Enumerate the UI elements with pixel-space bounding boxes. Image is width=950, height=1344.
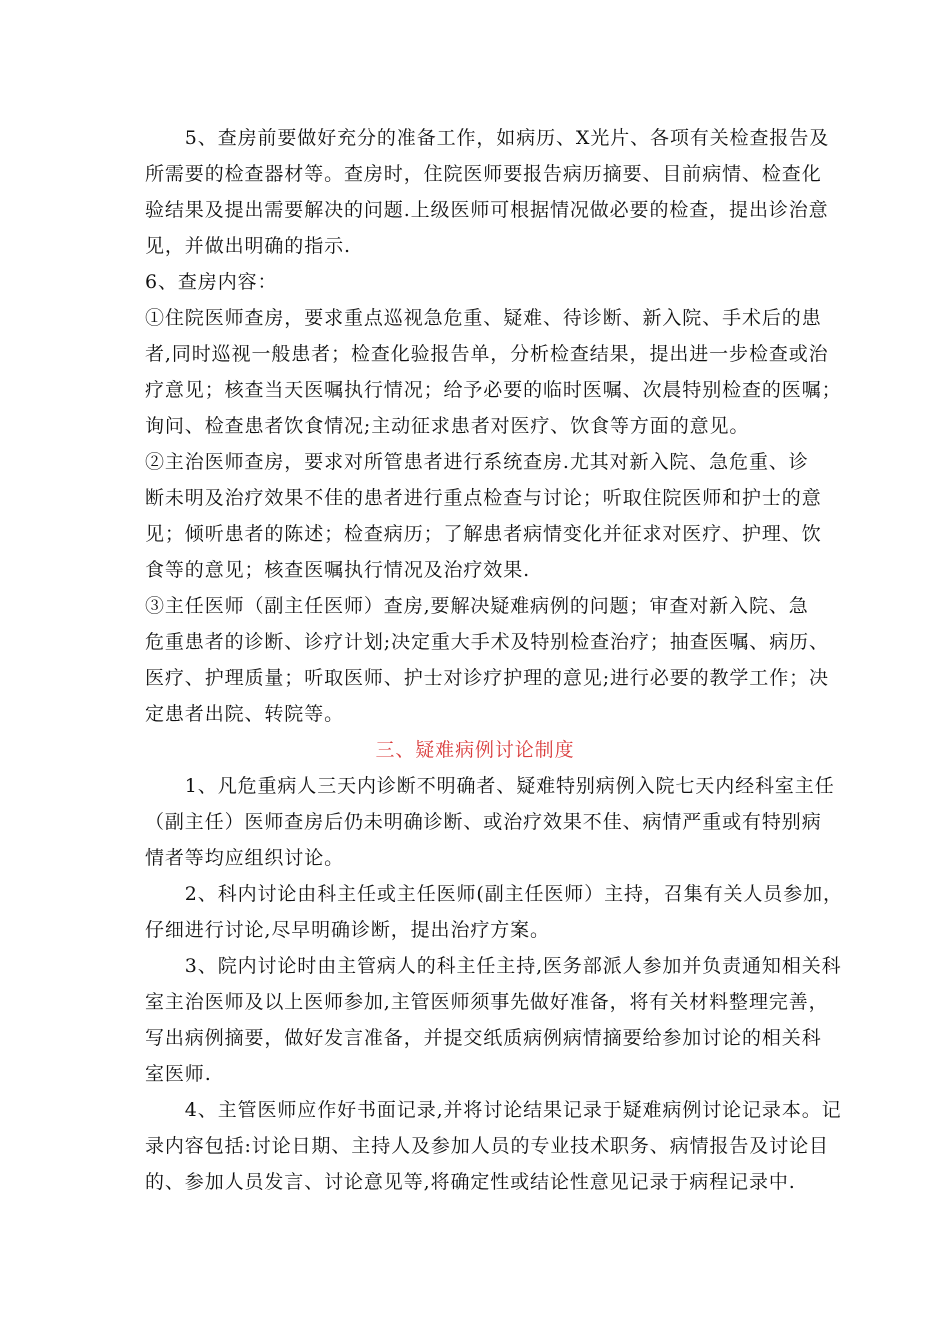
- text-line: 写出病例摘要，做好发言准备，并提交纸质病例病情摘要给参加讨论的相关科: [145, 1027, 822, 1049]
- text-line: 室主治医师及以上医师参加,主管医师须事先做好准备，将有关材料整理完善，: [145, 991, 829, 1013]
- text-line: 询问、检查患者饮食情况;主动征求患者对医疗、饮食等方面的意见。: [145, 415, 750, 437]
- text-line: 所需要的检查器材等。查房时，住院医师要报告病历摘要、目前病情、检查化: [145, 163, 822, 185]
- text-line: 定患者出院、转院等。: [145, 703, 345, 725]
- text-line: ③主任医师（副主任医师）查房,要解决疑难病例的问题；审查对新入院、急: [145, 595, 809, 617]
- text-line: 见；倾听患者的陈述；检查病历；了解患者病情变化并征求对医疗、护理、饮: [145, 523, 822, 545]
- text-line: 录内容包括:讨论日期、主持人及参加人员的专业技术职务、病情报告及讨论目: [145, 1135, 829, 1157]
- text-line: 1、凡危重病人三天内诊断不明确者、疑难特别病例入院七天内经科室主任: [145, 775, 835, 797]
- text-line: 验结果及提出需要解决的问题.上级医师可根据情况做必要的检查，提出诊治意: [145, 199, 829, 221]
- text-line: 食等的意见；核查医嘱执行情况及治疗效果.: [145, 559, 531, 581]
- text-line: 仔细进行讨论,尽早明确诊断，提出治疗方案。: [145, 919, 550, 941]
- text-line: 者,同时巡视一般患者；检查化验报告单，分析检查结果，提出进一步检查或治: [145, 343, 829, 365]
- section-heading: 三、疑难病例讨论制度: [375, 739, 575, 761]
- text-line: 见，并做出明确的指示.: [145, 235, 351, 257]
- text-line: 疗意见；核查当天医嘱执行情况；给予必要的临时医嘱、次晨特别检查的医嘱；: [145, 379, 842, 401]
- text-line: ①住院医师查房，要求重点巡视急危重、疑难、待诊断、新入院、手术后的患: [145, 307, 822, 329]
- text-line: 医疗、护理质量；听取医师、护士对诊疗护理的意见;进行必要的教学工作；决: [145, 667, 829, 689]
- text-line: 室医师.: [145, 1063, 212, 1085]
- text-line: 4、主管医师应作好书面记录,并将讨论结果记录于疑难病例讨论记录本。记: [145, 1099, 842, 1121]
- text-line: 3、院内讨论时由主管病人的科主任主持,医务部派人参加并负责通知相关科: [145, 955, 842, 977]
- text-line: 6、查房内容：: [145, 271, 278, 293]
- text-line: ②主治医师查房，要求对所管患者进行系统查房.尤其对新入院、急危重、诊: [145, 451, 809, 473]
- text-line: 的、参加人员发言、讨论意见等,将确定性或结论性意见记录于病程记录中.: [145, 1171, 796, 1193]
- text-line: 情者等均应组织讨论。: [145, 847, 345, 869]
- text-line: 2、科内讨论由科主任或主任医师(副主任医师）主持，召集有关人员参加，: [145, 883, 843, 905]
- text-line: 5、查房前要做好充分的准备工作，如病历、X光片、各项有关检查报告及: [145, 127, 830, 149]
- text-line: 危重患者的诊断、诊疗计划;决定重大手术及特别检查治疗；抽查医嘱、病历、: [145, 631, 829, 653]
- text-line: 断未明及治疗效果不佳的患者进行重点检查与讨论；听取住院医师和护士的意: [145, 487, 822, 509]
- text-line: （副主任）医师查房后仍未明确诊断、或治疗效果不佳、病情严重或有特别病: [145, 811, 822, 833]
